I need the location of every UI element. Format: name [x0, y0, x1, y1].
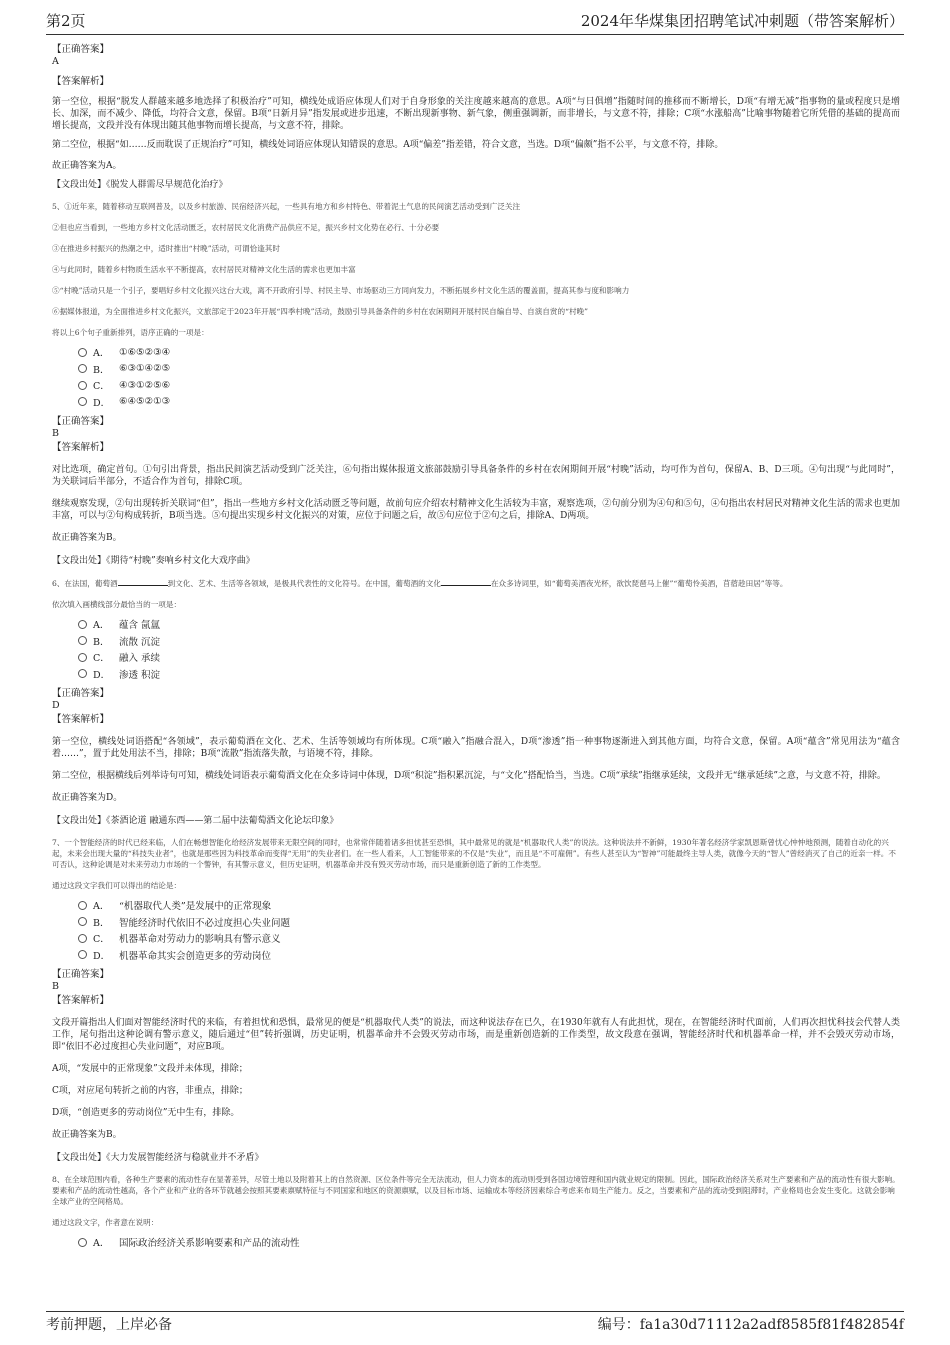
analysis-conclusion: 故正确答案为B。 [52, 533, 122, 543]
analysis-label: 【答案解析】 [52, 442, 110, 453]
analysis-paragraph: A项，“发展中的正常现象”文段并未体现，排除； [52, 1064, 248, 1074]
radio-icon[interactable] [78, 950, 87, 959]
question-prompt: 依次填入画横线部分最恰当的一项是： [52, 600, 182, 609]
page-header [46, 10, 904, 35]
radio-icon[interactable] [78, 901, 87, 910]
answer-value: D [52, 700, 60, 711]
question-prompt: 通过这段文字，作者意在说明： [52, 1218, 159, 1227]
analysis-paragraph: 第二空位，根据横线后列举诗句可知，横线处词语表示葡萄酒文化在众多诗词中体现，D项“积淀”指积累沉淀，与“文化”搭配恰当，当选。C项“承续”指继承延续，文段并无“继承延续”之意，与文意不符，排除。 [52, 771, 886, 781]
question-stem: 8、在全球范围内看，各种生产要素的流动性存在显著差异，尽管土地以及附着其上的自然资源、区位条件等完全无法流动，但人力资本的流动则受到各国边境管理和国内就业规定的限制。因此，国际政治经济关系对生产要素和产品的流动性有很大影响。要素和产品的流动性越高，各个产业和产业的各环节就越会按照其要素禀赋特征与不同国家和地区的资源禀赋，以及目标市场、运输成本等经济因素综合考虑来布局生产能力。反之，当要素和产品的流动受到阻滞时，产业格局也会发生变化。这就会影响全球产业的空间格局。 [52, 1175, 900, 1206]
footer-slogan: 考前押题，上岸必备 [46, 1317, 172, 1333]
analysis-label: 【答案解析】 [52, 995, 110, 1006]
question-sentence: ②但也应当看到，一些地方乡村文化活动匮乏，农村居民文化消费产品供应不足，振兴乡村文化势在必行、十分必要 [52, 223, 440, 232]
option-a[interactable]: A． 蕴含 氤氲 [78, 616, 900, 633]
fill-blank [118, 577, 168, 586]
question-sentence: ④与此同时，随着乡村物质生活水平不断提高，农村居民对精神文化生活的需求也更加丰富 [52, 265, 356, 274]
option-list [78, 897, 900, 963]
radio-icon[interactable] [78, 934, 87, 943]
answer-label: 【正确答案】 [52, 416, 110, 427]
option-a[interactable]: A． 国际政治经济关系影响要素和产品的流动性 [78, 1234, 900, 1251]
radio-icon[interactable] [78, 669, 87, 678]
answer-label: 【正确答案】 [52, 44, 110, 55]
analysis-conclusion: 故正确答案为A。 [52, 161, 122, 171]
radio-icon[interactable] [78, 397, 87, 406]
radio-icon[interactable] [78, 620, 87, 629]
radio-icon[interactable] [78, 364, 87, 373]
option-c[interactable]: C． 融入 承续 [78, 649, 900, 666]
question-sentence: ③在推进乡村振兴的热潮之中，适时推出“村晚”活动，可谓恰逢其时 [52, 244, 280, 253]
document-title: 2024年华煤集团招聘笔试冲刺题（带答案解析） [580, 12, 904, 30]
radio-icon[interactable] [78, 917, 87, 926]
option-list [78, 344, 900, 410]
radio-icon[interactable] [78, 348, 87, 357]
analysis-label: 【答案解析】 [52, 76, 110, 87]
answer-label: 【正确答案】 [52, 969, 110, 980]
page-footer [46, 1311, 904, 1334]
option-b[interactable]: B． 流散 沉淀 [78, 633, 900, 650]
analysis-label: 【答案解析】 [52, 714, 110, 725]
analysis-paragraph: 第一空位，根据“脱发人群越来越多地选择了积极治疗”可知，横线处成语应体现人们对于自身形象的关注度越来越高的意思。A项“与日俱增”指随时间的推移而不断增长，D项“有增无减”指事物的量或程度只是增长、加深，而不减少、降低，均符合文意，保留。B项“日新月异”指发展或进步迅速，不断出现新事物、新气象，侧重强调新，而非增长，与文意不符，排除；C项“水涨船高”比喻事物随着它所凭借的基础的提高而增长提高，文段并没有体现出随其他事物而增长提高，与文意不符，排除。 [52, 97, 900, 131]
option-c[interactable]: C． 机器革命对劳动力的影响具有警示意义 [78, 930, 900, 947]
radio-icon[interactable] [78, 381, 87, 390]
fill-blank [441, 577, 491, 586]
option-c[interactable]: C． ④③①②⑤⑥ [78, 377, 900, 394]
question-stem: 6、在法国，葡萄酒 到文化、艺术、生活等各领域，是极具代表性的文化符号。在中国，葡萄酒的文化 在众多诗词里，如“葡萄美酒夜光杯，欲饮琵琶马上催”“葡萄怜美酒，苜蓿趁田居”等等。 [52, 579, 788, 588]
option-d[interactable]: D． 渗透 积淀 [78, 666, 900, 683]
answer-value: A [52, 56, 59, 67]
question-stem: 7、一个智能经济的时代已经来临，人们在畅想智能化给经济发展带来无限空间的同时，也常常伴随着诸多担忧甚至恐惧，其中最常见的就是“机器取代人类”的说法。这种说法并不新鲜，1930年著名经济学家凯恩斯曾忧心忡忡地预测，随着自动化的兴起，未来会出现大量的“科技失业者”，也就是那些因为科技革命而变得“无用”的失业者们。在一些人看来，人工智能带来的不仅是“失业”，而且是“不可雇佣”。有些人甚至认为“智神”可能最终主导人类，就像今天的“智人”曾经消灭了自己的近亲一样。不可否认，这种论调是对未来劳动力市场的一个警钟，有其警示意义，但历史证明，机器革命并没有毁灭劳动市场，而只是重新创造了新的工作类型。 [52, 838, 896, 869]
page-number: 第2页 [46, 12, 86, 30]
option-d[interactable]: D． 机器革命其实会创造更多的劳动岗位 [78, 947, 900, 964]
analysis-conclusion: 故正确答案为D。 [52, 793, 123, 803]
document-body [52, 44, 900, 1257]
radio-icon[interactable] [78, 636, 87, 645]
analysis-paragraph: 第二空位，根据“如……反而耽误了正规治疗”可知，横线处词语应体现认知错误的意思。A项“偏差”指差错，符合文意，当选。D项“偏颇”指不公平，与文意不符，排除。 [52, 140, 724, 150]
option-a[interactable]: A． ①⑥⑤②③④ [78, 344, 900, 361]
question-prompt: 将以上6个句子重新排列，语序正确的一项是： [52, 328, 209, 337]
analysis-paragraph: 第一空位，横线处词语搭配“各领域”，表示葡萄酒在文化、艺术、生活等领域均有所体现。C项“融入”指融合混入，D项“渗透”指一种事物逐渐进入到其他方面，均符合文意，保留。A项“蕴含”常见用法为“蕴含着……”，置于此处用法不当，排除；B项“流散”指流落失散，与语境不符，排除。 [52, 737, 900, 759]
analysis-paragraph: 对比选项，确定首句。①句引出背景，指出民间演艺活动受到广泛关注，⑥句指出媒体报道文旅部鼓励引导具备条件的乡村在农闲期间开展“村晚”活动，均可作为首句，保留A、B、D三项。④句出现“与此同时”，为关联词后半部分，不适合作为首句，排除C项。 [52, 465, 900, 487]
question-sentence: ⑤“村晚”活动只是一个引子，要唱好乡村文化振兴这台大戏，离不开政府引导、村民主导、市场驱动三方同向发力，不断拓展乡村文化生活的覆盖面，提高其参与度和影响力 [52, 286, 630, 295]
document-code: 编号：fa1a30d71112a2adf8585f81f482854f [597, 1317, 904, 1333]
analysis-conclusion: 故正确答案为B。 [52, 1130, 122, 1140]
question-sentence: 5、①近年来，随着移动互联网普及，以及乡村旅游、民宿经济兴起，一些具有地方和乡村特色、带着泥土气息的民间演艺活动受到广泛关注 [52, 202, 521, 211]
answer-label: 【正确答案】 [52, 688, 110, 699]
analysis-paragraph: 继续观察发现，②句出现转折关联词“但”，指出一些地方乡村文化活动匮乏等问题，故前句应介绍农村精神文化生活较为丰富，观察选项，②句前分别为④句和⑤句，④句指出农村居民对精神文化生活的需求也更加丰富，可以与②句构成转折，B项当选。⑤句提出实现乡村文化振兴的对策，应位于问题之后，故⑤句应位于②句之后，排除A、D两项。 [52, 499, 900, 521]
option-d[interactable]: D． ⑥④⑤②①③ [78, 394, 900, 411]
analysis-paragraph: C项，对应尾句转折之前的内容，非重点，排除； [52, 1086, 248, 1096]
option-b[interactable]: B． ⑥③①④②⑤ [78, 361, 900, 378]
answer-value: B [52, 981, 59, 992]
question-prompt: 通过这段文字我们可以得出的结论是： [52, 881, 182, 890]
answer-value: B [52, 428, 59, 439]
analysis-paragraph: 文段开篇指出人们面对智能经济时代的来临，有着担忧和恐惧，最常见的便是“机器取代人类”的说法，而这种说法存在已久，在1930年就有人有此担忧，现在，在智能经济时代面前，人们再次担忧科技会代替人类工作，尾句指出这种论调有警示意义，随后通过“但”转折强调，历史证明，机器革命并不会毁灭劳动市场，而是重新创造新的工作类型，故文段意在强调，智能经济时代和机器革命一样，并不会毁灭劳动市场，即“依旧不必过度担心失业问题”，对应B项。 [52, 1018, 900, 1052]
option-b[interactable]: B． 智能经济时代依旧不必过度担心失业问题 [78, 914, 900, 931]
radio-icon[interactable] [78, 1238, 87, 1247]
question-sentence: ⑥据媒体报道，为全面推进乡村文化振兴，文旅部定于2023年开展“四季村晚”活动，鼓励引导具备条件的乡村在农闲期间开展村民自编自导、自演自赏的“村晚” [52, 307, 589, 316]
source-citation: 【文段出处】《脱发人群需尽早规范化治疗》 [52, 180, 228, 190]
analysis-paragraph: D项，“创造更多的劳动岗位”无中生有，排除。 [52, 1108, 240, 1118]
source-citation: 【文段出处】《期待“村晚”奏响乡村文化大戏序曲》 [52, 556, 255, 566]
option-a[interactable]: A． “机器取代人类”是发展中的正常现象 [78, 897, 900, 914]
radio-icon[interactable] [78, 653, 87, 662]
option-list [78, 616, 900, 682]
option-list [78, 1234, 900, 1251]
source-citation: 【文段出处】《茶酒论道 融通东西——第二届中法葡萄酒文化论坛印象》 [52, 816, 339, 826]
source-citation: 【文段出处】《大力发展智能经济与稳就业并不矛盾》 [52, 1153, 264, 1163]
